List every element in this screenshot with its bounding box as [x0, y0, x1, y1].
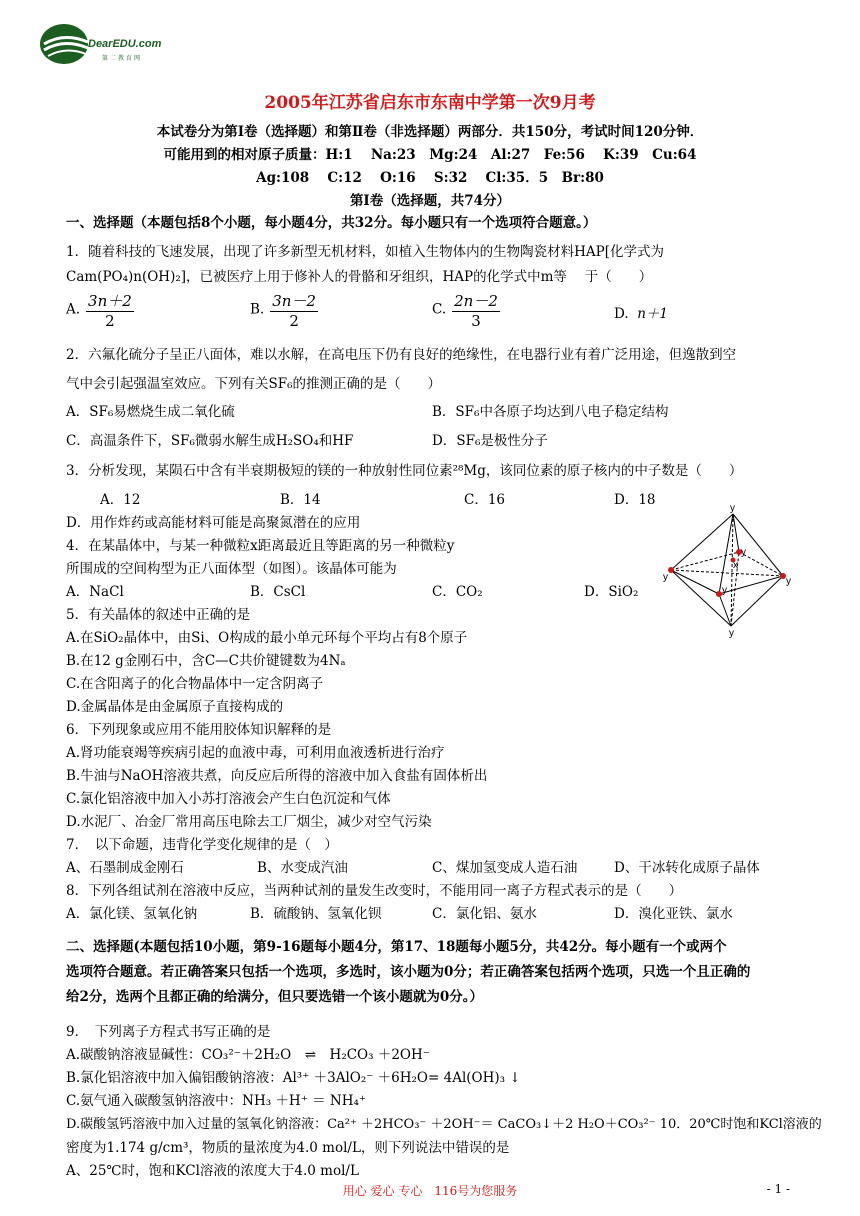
exam-title: 2005年江苏省启东市东南中学第一次9月考: [264, 93, 596, 113]
q3-option-c: C．16: [464, 492, 506, 508]
q1-option-d: D. n＋1: [614, 306, 669, 322]
label-y-bottom: y: [729, 628, 734, 639]
q5-option-d: D.金属晶体是由金属原子直接构成的: [66, 699, 284, 715]
label-y-front: y: [722, 585, 727, 596]
q4-text-line-1: 4．在某晶体中，与某一种微粒x距离最近且等距离的另一种微粒y: [66, 538, 455, 554]
q4-option-b: B．CsCl: [250, 584, 306, 600]
q2-text-line-1: 2．六氟化硫分子呈正八面体，难以水解，在高电压下仍有良好的绝缘性，在电器行业有着广泛用途，但逸散到空: [66, 347, 737, 363]
q1-text-line-1: 1．随着科技的飞速发展，出现了许多新型无机材料，如植入生物体内的生物陶瓷材料HAP[化学式为: [66, 244, 664, 260]
q5-option-a: A.在SiO₂晶体中，由Si、O构成的最小单元环每个平均占有8个原子: [66, 630, 468, 646]
section-1-heading: 一、选择题（本题包括8个小题，每小题4分，共32分。每小题只有一个选项符合题意。）: [66, 215, 597, 231]
q5-option-c: C.在含阳离子的化合物晶体中一定含阴离子: [66, 676, 324, 692]
q3-option-a: A．12: [100, 492, 141, 508]
q10-option-a: A、25℃时，饱和KCl溶液的浓度大于4.0 mol/L: [66, 1163, 359, 1179]
q4-option-c: C．CO₂: [432, 584, 483, 600]
site-logo: [38, 22, 198, 72]
q6-option-b: B.牛油与NaOH溶液共煮，向反应后所得的溶液中加入食盐有固体析出: [66, 768, 488, 784]
q9-option-b: B.氯化铝溶液中加入偏铝酸钠溶液：Al³⁺ ＋3AlO₂⁻ ＋6H₂O= 4Al(OH)₃ ↓: [66, 1070, 521, 1086]
q5-option-b: B.在12 g金刚石中，含C—C共价键键数为4Nₐ: [66, 653, 346, 669]
logo-subtext: 第二教育网: [102, 56, 143, 62]
q8-text: 8．下列各组试剂在溶液中反应，当两种试剂的量发生改变时，不能用同一离子方程式表示的是（ ）: [66, 883, 683, 899]
q3-option-b: B．14: [280, 492, 321, 508]
q4-option-d: D．SiO₂: [584, 584, 639, 600]
q3-text: 3．分析发现，某陨石中含有半衰期极短的镁的一种放射性同位素²⁸Mg，该同位素的原子核内的中子数是（ ）: [66, 463, 743, 479]
label-x-center: x: [733, 560, 738, 571]
intro-line-3: Ag:108 C:12 O:16 S:32 Cl:35．5 Br:80: [256, 170, 604, 186]
q8-option-d: D．溴化亚铁、氯水: [614, 906, 733, 922]
q9-option-a: A.碳酸钠溶液显碱性：CO₃²⁻＋2H₂O ⇌ H₂CO₃ ＋2OH⁻: [66, 1047, 430, 1063]
q1-option-c: C. $\frac{2n-2}{3}$: [432, 292, 498, 330]
q3-extra-line: D．用作炸药或高能材料可能是高聚氮潜在的应用: [66, 515, 361, 531]
label-y-back: y: [741, 547, 746, 558]
q1-option-a: A. $\frac{3n+2}{2}$: [66, 292, 132, 330]
octahedron-diagram: [655, 500, 805, 640]
q7-option-d: D、干冰转化成原子晶体: [614, 860, 760, 876]
page-footer: 用心 爱心 专心 116号为您服务: [342, 1184, 518, 1198]
q4-text-line-2: 所围成的空间构型为正八面体型（如图）。该晶体可能为: [66, 561, 397, 577]
q6-option-d: D.水泥厂、冶金厂常用高压电除去工厂烟尘，减少对空气污染: [66, 814, 432, 830]
q2-option-a: A．SF₆易燃烧生成二氧化硫: [66, 404, 235, 420]
part-1-heading: 第Ⅰ卷（选择题，共74分）: [349, 193, 511, 209]
q2-text-line-2: 气中会引起强温室效应。下列有关SF₆的推测正确的是（ ）: [66, 376, 442, 392]
q4-option-a: A．NaCl: [66, 584, 124, 600]
intro-line-2: 可能用到的相对原子质量：H:1 Na:23 Mg:24 Al:27 Fe:56 K:39 Cu:64: [163, 147, 697, 163]
q6-option-a: A.肾功能衰竭等疾病引起的血液中毒，可利用血液透析进行治疗: [66, 745, 445, 761]
q9-option-c: C.氨气通入碳酸氢钠溶液中：NH₃ ＋H⁺ ＝ NH₄⁺: [66, 1093, 367, 1109]
q7-option-a: A、石墨制成金刚石: [66, 860, 184, 876]
q7-text: 7． 以下命题，违背化学变化规律的是（ ）: [66, 837, 338, 853]
q9-text: 9． 下列离子方程式书写正确的是: [66, 1024, 271, 1040]
q7-option-c: C、煤加氢变成人造石油: [432, 860, 578, 876]
q1-text-line-2: Cam(PO₄)n(OH)₂]，已被医疗上用于修补人的骨骼和牙组织，HAP的化学式中m等 于（ ）: [66, 269, 653, 285]
intro-line-1: 本试卷分为第Ⅰ卷（选择题）和第Ⅱ卷（非选择题）两部分．共150分，考试时间120分钟．: [156, 124, 704, 140]
q10-text-line-2: 密度为1.174 g/cm³，物质的量浓度为4.0 mol/L，则下列说法中错误的是: [66, 1140, 510, 1156]
q6-option-c: C.氯化铝溶液中加入小苏打溶液会产生白色沉淀和气体: [66, 791, 391, 807]
q5-text: 5．有关晶体的叙述中正确的是: [66, 607, 251, 623]
q1-option-b: B. $\frac{3n-2}{2}$: [250, 292, 316, 330]
page-number: - 1 -: [766, 1182, 790, 1196]
section-2-line-1: 二、选择题(本题包括10小题，第9-16题每小题4分，第17、18题每小题5分，共42分。每小题有一个或两个: [66, 939, 727, 955]
q2-option-d: D．SF₆是极性分子: [432, 433, 548, 449]
section-2-line-2: 选项符合题意。若正确答案只包括一个选项，多选时，该小题为0分；若正确答案包括两个选项，只选一个且正确的: [66, 964, 751, 980]
q8-option-a: A．氯化镁、氢氧化钠: [66, 906, 198, 922]
logo-text: DearEDU.com: [88, 38, 162, 50]
q7-option-b: B、水变成汽油: [257, 860, 348, 876]
q3-option-d: D．18: [614, 492, 656, 508]
q2-option-c: C．高温条件下，SF₆微弱水解生成H₂SO₄和HF: [66, 433, 354, 449]
q6-text: 6．下列现象或应用不能用胶体知识解释的是: [66, 722, 332, 738]
q2-option-b: B．SF₆中各原子均达到八电子稳定结构: [432, 404, 669, 420]
label-y-left: y: [663, 572, 668, 583]
q9-option-d: D.碳酸氢钙溶液中加入过量的氢氧化钠溶液：Ca²⁺ ＋2HCO₃⁻ ＋2OH⁻＝ CaCO₃↓＋2 H₂O＋CO₃²⁻ 10．20℃时饱和KCl溶液的: [66, 1117, 822, 1132]
q8-option-b: B．硫酸钠、氢氧化钡: [250, 906, 382, 922]
q8-option-c: C．氯化铝、氨水: [432, 906, 537, 922]
section-2-line-3: 给2分，选两个且都正确的给满分，但只要选错一个该小题就为0分。）: [66, 989, 484, 1005]
label-y-top: y: [730, 503, 735, 514]
label-y-right: y: [786, 576, 791, 587]
